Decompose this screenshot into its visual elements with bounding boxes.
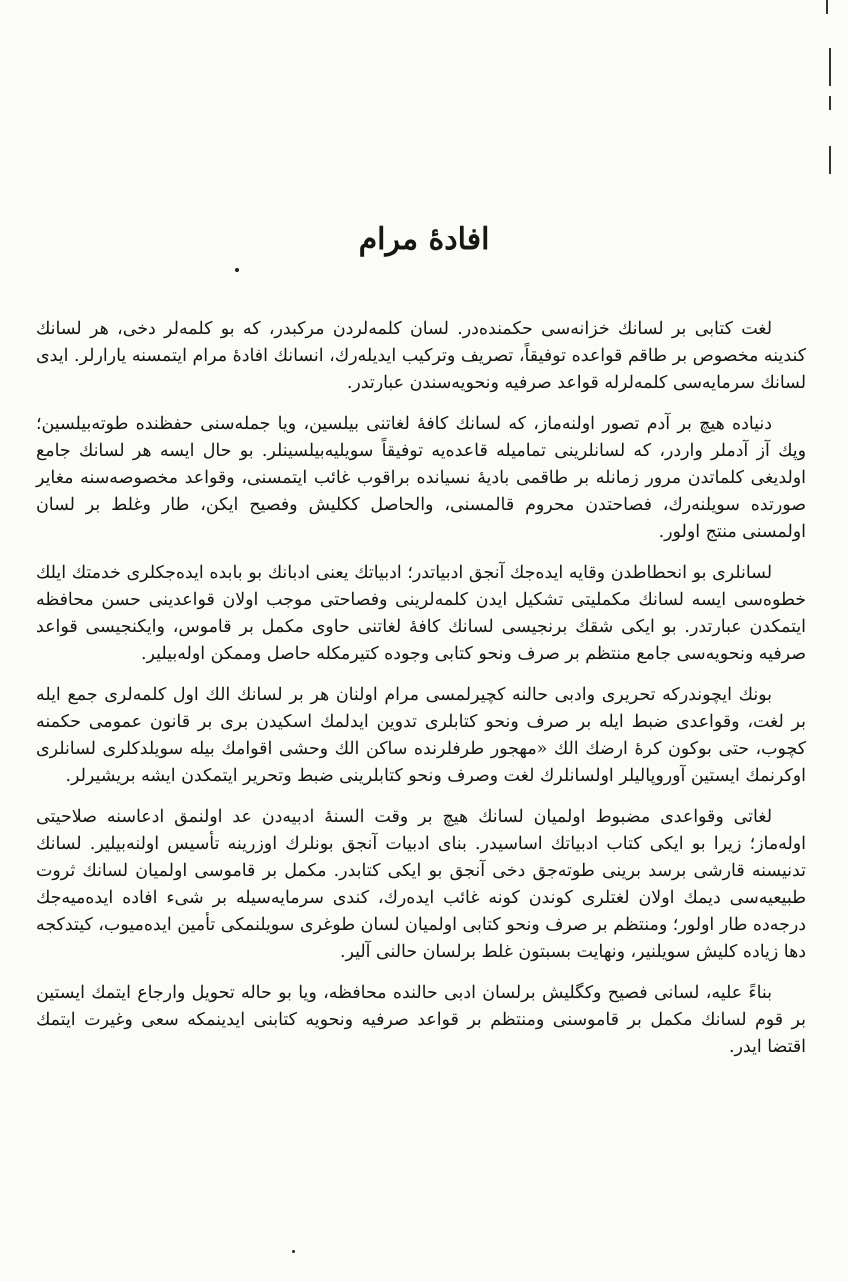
paragraph: لسانلری بو انحطاطدن وقایه ایده‌جك آنجق ادبیاتدر؛ ادبیاتك یعنی ادبانك بو بابده ایده‌جکلری خدمتك ایلك خطوه‌سی ایسه لسانك مکملیتی تشکیل ایدن کلمه‌لرینی وفصاحتی موجب اولان قواعدینی حسن محافظه ایتمکدن عبارتدر. بو ایکی شقك برنجیسی لسانك کافهٔ لغاتنی حاوی مکمل بر قاموس، وایکنجیسی قواعد صرفیه ونحویه‌سی جامع منتظم بر صرف ونحو کتابی وجوده کتیرمکله حاصل وممکن اوله‌بیلیر. — [36, 563, 806, 664]
paragraph: بناءً علیه، لسانی فصیح وکگلیش برلسان ادبی حالنده محافظه، ویا بو حاله تحویل وارجاع ایتمك ایستین بر قوم لسانك مکمل بر قاموسنی ومنتظم بر قواعد صرفیه ونحویه کتابنی ایدینمکه سعی وغیرت ایتمك اقتضا ایدر. — [36, 983, 806, 1057]
scan-edge-mark — [829, 146, 831, 174]
ink-speck — [292, 1250, 295, 1253]
scan-edge-mark — [829, 48, 831, 86]
paragraph: بونك ایچوندرکه تحریری وادبی حالنه کچیرلمسی مرام اولنان هر بر لسانك الك اول کلمه‌لری جمع ایله بر لغت، وقواعدی ضبط ایله بر صرف ونحو کتابلری تدوین ایدلمك اسکیدن بری بر قانون عمومی حکمنه کچوب، حتی بوکون کرهٔ ارضك الك «مهجور طرفلرنده ساکن الك وحشی اقوامك بیله سویلدکلری لسانلری اوکرنمك ایستین آوروپالیلر اولسانلرك لغت وصرف ونحو کتابلرینی ضبط وتحریر ایتمکدن ایشه بریشیرلر. — [36, 685, 806, 786]
scan-edge-mark — [826, 0, 828, 14]
paragraph: لغاتی وقواعدی مضبوط اولمیان لسانك هیچ بر وقت السنهٔ ادبیه‌دن عد اولنمق ادعاسنه صلاحیتی اوله‌ماز؛ زیرا بو ایکی کتاب ادبیاتك اساسیدر. بنای ادبیات آنجق بونلرك اوزرینه تأسیس اولنه‌بیلیر. لسانك تدنیسنه قارشی برسد برینی طوته‌جق دخی آنجق بو ایکی کتابدر. مکمل بر قاموسی اولمیان لسانك ثروت طبیعیه‌سی دیمك اولان لغتلری کوندن کونه غائب ایده‌رك، کندی سرمایه‌سیله بر شیء افاده ایده‌میه‌جك درجه‌ده طار اولور؛ ومنتظم بر صرف ونحو کتابی اولمیان لسان طوغری سویلنمکی تأمین ایده‌میوب، کیتدکجه دها زیاده کلیش سویلنیر، ونهایت بسبتون غلط برلسان حالنی آلیر. — [36, 807, 806, 962]
paragraph: لغت کتابی بر لسانك خزانه‌سی حکمنده‌در. لسان کلمه‌لردن مرکبدر، که بو کلمه‌لر دخی، هر لسانك کندینه مخصوص بر طاقم قواعده توفیقاً، تصریف وترکیب ایدیله‌رك، انسانك افادهٔ مرام ایتمسنه یارارلر. ایدی لسانك سرمایه‌سی کلمه‌لرله قواعد صرفیه ونحویه‌سندن عبارتدر. — [36, 319, 806, 393]
scan-edge-mark — [829, 96, 831, 110]
page-title: افادهٔ مرام — [358, 222, 490, 257]
paragraph: دنیاده هیچ بر آدم تصور اولنه‌ماز، که لسانك کافهٔ لغاتنی بیلسین، ویا جمله‌سنی حفظنده طوته‌بیلسین؛ وپك آز آدملر واردر، که لسانلرینی تماميله قاعده‌یه توفیقاً سویلیه‌بیلسینلر. بو حال ایسه هر لسانك جامع اولدیغی کلماتدن مرور زمانله بر طاقمی بادیهٔ نسیانده براقوب غائب ایتمسنی، وقواعد مخصوصه‌سنه مغایر صورتده سویلنه‌رك، فصاحتدن محروم قالمسنی، والحاصل ککلیش وفصیح ایکن، طار وغلط بر لسان اولمسنی منتج اولور. — [36, 414, 806, 542]
body-text — [36, 316, 806, 1075]
ink-speck — [235, 268, 239, 272]
